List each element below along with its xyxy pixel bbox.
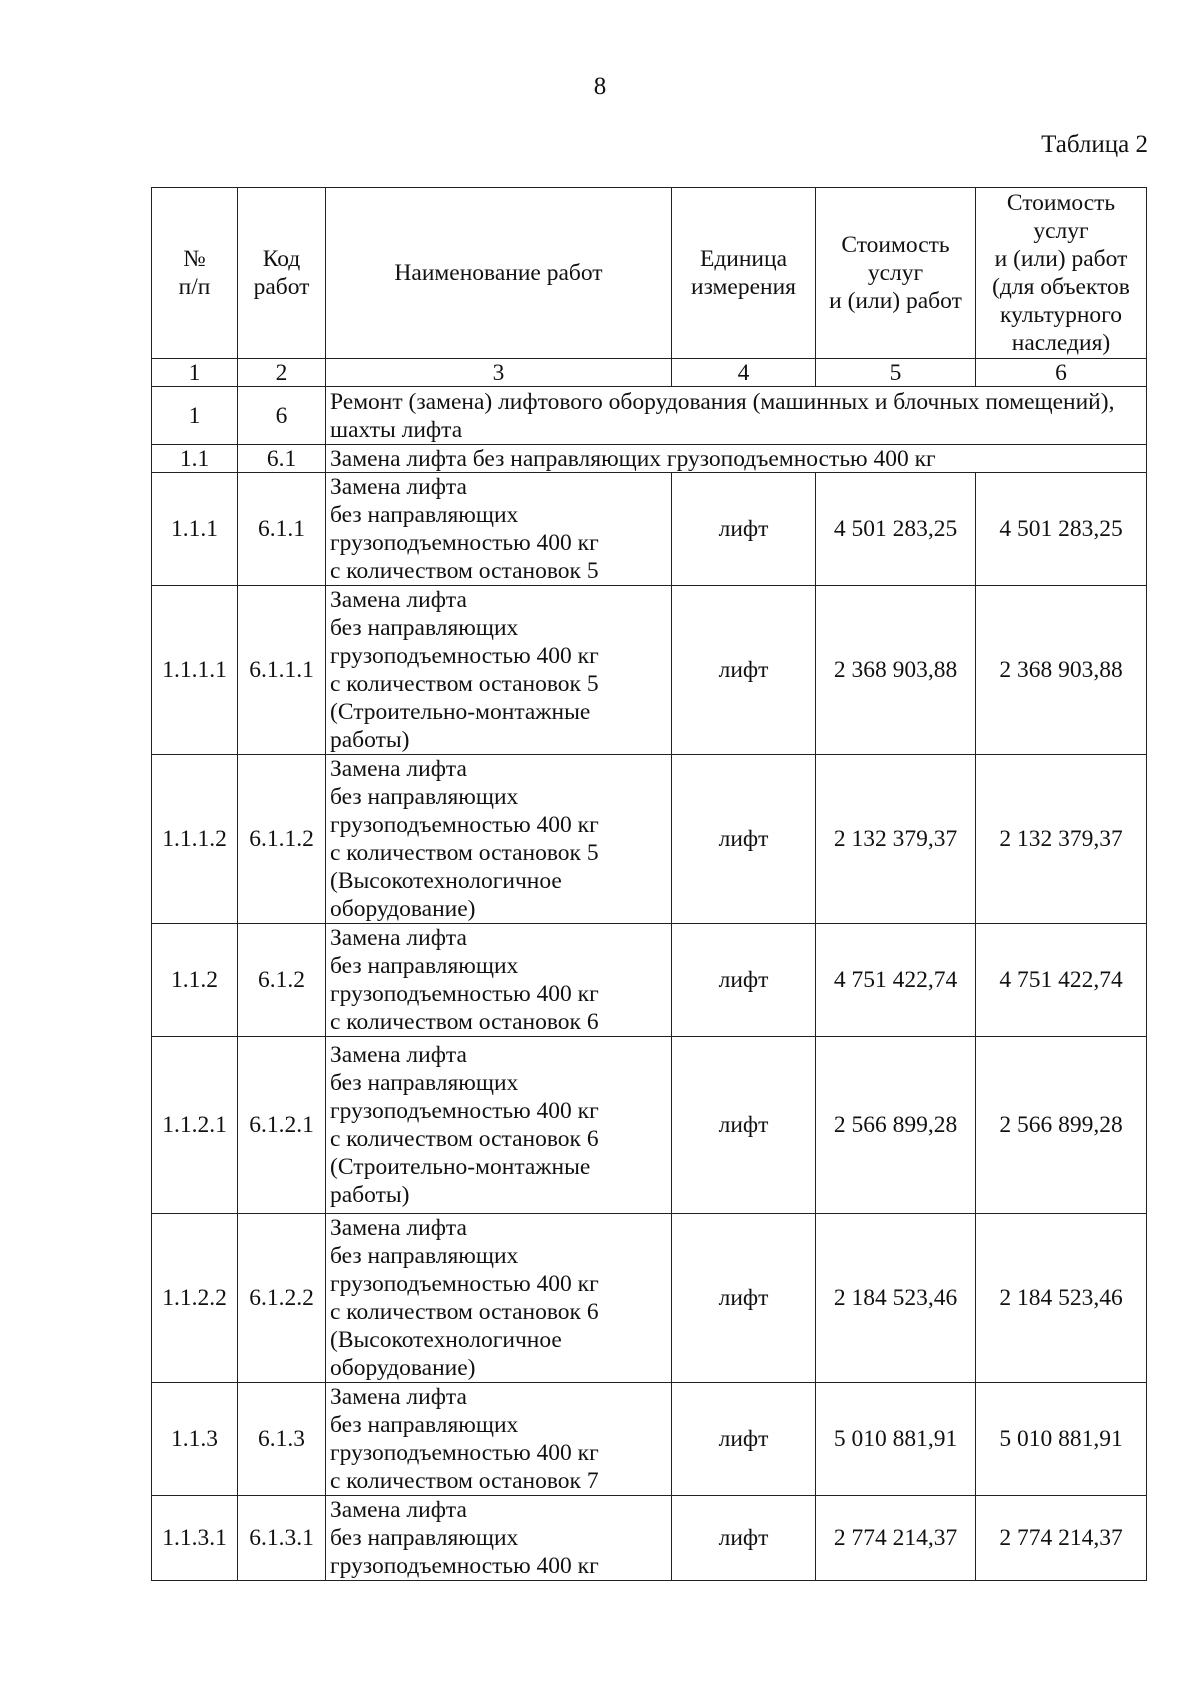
row-cost-heritage: 4 501 283,25 — [976, 473, 1147, 586]
section-code: 6 — [238, 387, 326, 445]
row-name: Замена лифта без направляющих грузоподъемностью 400 кг с количеством остановок 6 (Высокотехнологичное оборудование) — [326, 1214, 672, 1383]
row-cost: 2 774 214,37 — [816, 1496, 976, 1581]
row-unit: лифт — [672, 1037, 816, 1214]
row-cost: 5 010 881,91 — [816, 1383, 976, 1496]
row-unit: лифт — [672, 1496, 816, 1581]
row-code: 6.1.3 — [238, 1383, 326, 1496]
row-cost-heritage: 2 774 214,37 — [976, 1496, 1147, 1581]
column-number: 1 — [152, 359, 238, 387]
row-cost-heritage: 2 566 899,28 — [976, 1037, 1147, 1214]
column-number: 5 — [816, 359, 976, 387]
header-cell-code: Код работ — [238, 188, 326, 359]
row-cost: 2 132 379,37 — [816, 755, 976, 924]
header-cell-unit: Единица измерения — [672, 188, 816, 359]
row-cost-heritage: 4 751 422,74 — [976, 924, 1147, 1037]
column-number: 2 — [238, 359, 326, 387]
row-cost: 2 368 903,88 — [816, 586, 976, 755]
row-code: 6.1.2 — [238, 924, 326, 1037]
header-cell-cost: Стоимость услуг и (или) работ — [816, 188, 976, 359]
page-number: 8 — [593, 73, 607, 100]
header-cell-name: Наименование работ — [326, 188, 672, 359]
row-unit: лифт — [672, 924, 816, 1037]
header-cell-cost-heritage: Стоимость услуг и (или) работ (для объектов культурного наследия) — [976, 188, 1147, 359]
row-code: 6.1.3.1 — [238, 1496, 326, 1581]
row-num: 1.1.1 — [152, 473, 238, 586]
row-name: Замена лифта без направляющих грузоподъемностью 400 кг — [326, 1496, 672, 1581]
row-code: 6.1.1 — [238, 473, 326, 586]
row-code: 6.1.2.1 — [238, 1037, 326, 1214]
row-cost: 4 501 283,25 — [816, 473, 976, 586]
header-row — [152, 188, 1147, 359]
row-cost: 4 751 422,74 — [816, 924, 976, 1037]
row-num: 1.1.1.2 — [152, 755, 238, 924]
row-name: Замена лифта без направляющих грузоподъемностью 400 кг с количеством остановок 7 — [326, 1383, 672, 1496]
row-unit: лифт — [672, 586, 816, 755]
table-row — [152, 1214, 1147, 1383]
row-code: 6.1.1.2 — [238, 755, 326, 924]
header-cell-num: № п/п — [152, 188, 238, 359]
row-num: 1.1.1.1 — [152, 586, 238, 755]
table-row — [152, 473, 1147, 586]
row-cost-heritage: 2 184 523,46 — [976, 1214, 1147, 1383]
row-unit: лифт — [672, 1383, 816, 1496]
table-row — [152, 1037, 1147, 1214]
row-num: 1.1.2 — [152, 924, 238, 1037]
row-cost-heritage: 2 132 379,37 — [976, 755, 1147, 924]
row-cost: 2 184 523,46 — [816, 1214, 976, 1383]
subsection-title: Замена лифта без направляющих грузоподъемностью 400 кг — [326, 445, 1147, 473]
section-row — [152, 387, 1147, 445]
row-name: Замена лифта без направляющих грузоподъемностью 400 кг с количеством остановок 6 — [326, 924, 672, 1037]
row-num: 1.1.2.1 — [152, 1037, 238, 1214]
row-name: Замена лифта без направляющих грузоподъемностью 400 кг с количеством остановок 5 (Строительно-монтажные работы) — [326, 586, 672, 755]
section-num: 1 — [152, 387, 238, 445]
row-name: Замена лифта без направляющих грузоподъемностью 400 кг с количеством остановок 5 — [326, 473, 672, 586]
row-name: Замена лифта без направляющих грузоподъемностью 400 кг с количеством остановок 5 (Высокотехнологичное оборудование) — [326, 755, 672, 924]
table-row — [152, 1496, 1147, 1581]
section-title: Ремонт (замена) лифтового оборудования (машинных и блочных помещений), шахты лифта — [326, 387, 1147, 445]
row-code: 6.1.1.1 — [238, 586, 326, 755]
cost-table — [151, 187, 1147, 1581]
row-num: 1.1.3 — [152, 1383, 238, 1496]
row-cost-heritage: 2 368 903,88 — [976, 586, 1147, 755]
subsection-num: 1.1 — [152, 445, 238, 473]
row-num: 1.1.3.1 — [152, 1496, 238, 1581]
row-cost-heritage: 5 010 881,91 — [976, 1383, 1147, 1496]
subsection-row — [152, 445, 1147, 473]
row-name: Замена лифта без направляющих грузоподъемностью 400 кг с количеством остановок 6 (Строительно-монтажные работы) — [326, 1037, 672, 1214]
table-row — [152, 1383, 1147, 1496]
row-unit: лифт — [672, 755, 816, 924]
row-unit: лифт — [672, 473, 816, 586]
table-row — [152, 755, 1147, 924]
row-cost: 2 566 899,28 — [816, 1037, 976, 1214]
row-unit: лифт — [672, 1214, 816, 1383]
row-code: 6.1.2.2 — [238, 1214, 326, 1383]
row-num: 1.1.2.2 — [152, 1214, 238, 1383]
table-row — [152, 924, 1147, 1037]
column-number-row — [152, 359, 1147, 387]
column-number: 3 — [326, 359, 672, 387]
table-label: Таблица 2 — [1041, 131, 1148, 158]
column-number: 4 — [672, 359, 816, 387]
column-number: 6 — [976, 359, 1147, 387]
table-row — [152, 586, 1147, 755]
subsection-code: 6.1 — [238, 445, 326, 473]
